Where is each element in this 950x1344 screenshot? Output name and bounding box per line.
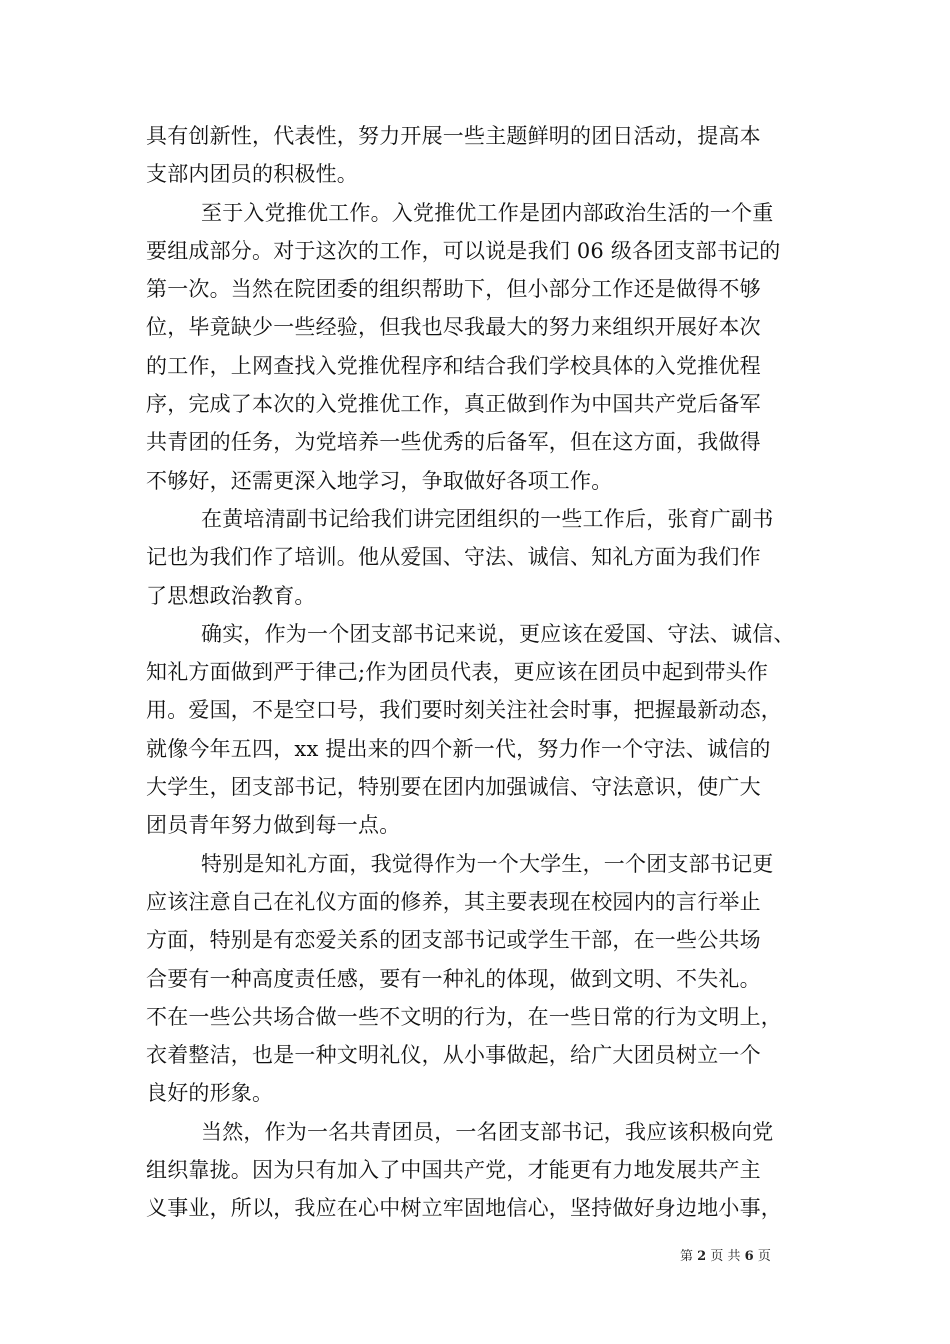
paragraph-start-line: 确实，作为一个团支部书记来说，更应该在爱国、守法、诚信、 — [201, 621, 795, 646]
text-line: 应该注意自己在礼仪方面的修养，其主要表现在校园内的言行举止 — [146, 889, 761, 914]
text-line: 合要有一种高度责任感，要有一种礼的体现，做到文明、不失礼。 — [146, 966, 761, 991]
text-line: 支部内团员的积极性。 — [146, 162, 358, 187]
total-page-count: 6 — [744, 1249, 754, 1264]
text-line: 序，完成了本次的入党推优工作，真正做到作为中国共产党后备军 — [146, 392, 761, 417]
text-line: 方面，特别是有恋爱关系的团支部书记或学生干部，在一些公共场 — [146, 928, 761, 953]
text-line: 的工作，上网查找入党推优程序和结合我们学校具体的入党推优程 — [146, 353, 761, 378]
text-line: 不在一些公共场合做一些不文明的行为，在一些日常的行为文明上， — [146, 1004, 782, 1029]
text-line: 用。爱国，不是空口号，我们要时刻关注社会时事，把握最新动态， — [146, 698, 782, 723]
paragraph-start-line: 至于入党推优工作。入党推优工作是团内部政治生活的一个重 — [201, 200, 774, 225]
footer-suffix: 页 — [757, 1249, 771, 1264]
text-line: 具有创新性，代表性，努力开展一些主题鲜明的团日活动，提高本 — [146, 124, 761, 148]
footer-prefix: 第 — [680, 1249, 694, 1264]
text-line: 第一次。当然在院团委的组织帮助下，但小部分工作还是做得不够 — [146, 277, 761, 302]
paragraph-start-line: 在黄培清副书记给我们讲完团组织的一些工作后，张育广副书 — [201, 506, 774, 531]
text-line: 不够好，还需更深入地学习，争取做好各项工作。 — [146, 468, 613, 493]
paragraph-start-line: 当然，作为一名共青团员，一名团支部书记，我应该积极向党 — [201, 1119, 774, 1144]
text-line: 记也为我们作了培训。他从爱国、守法、诚信、知礼方面为我们作 — [146, 545, 761, 570]
text-line: 衣着整洁，也是一种文明礼仪，从小事做起，给广大团员树立一个 — [146, 1043, 761, 1068]
text-line: 了思想政治教育。 — [146, 583, 316, 608]
text-line: 就像今年五四，xx 提出来的四个新一代，努力作一个守法、诚信的 — [146, 736, 771, 761]
text-line: 团员青年努力做到每一点。 — [146, 813, 401, 838]
text-line: 共青团的任务，为党培养一些优秀的后备军，但在这方面，我做得 — [146, 430, 761, 455]
text-line: 位，毕竟缺少一些经验，但我也尽我最大的努力来组织开展好本次 — [146, 315, 761, 340]
text-line: 大学生，团支部书记，特别要在团内加强诚信、守法意识，使广大 — [146, 775, 761, 800]
document-body — [146, 117, 826, 1228]
page-number-footer — [680, 1248, 830, 1266]
text-line: 组织靠拢。因为只有加入了中国共产党，才能更有力地发展共产主 — [146, 1158, 761, 1183]
text-line: 义事业，所以，我应在心中树立牢固地信心，坚持做好身边地小事， — [146, 1196, 782, 1221]
text-line: 知礼方面做到严于律己;作为团员代表，更应该在团员中起到带头作 — [146, 660, 769, 685]
text-line: 要组成部分。对于这次的工作，可以说是我们 06 级各团支部书记的 — [146, 238, 781, 263]
text-line: 良好的形象。 — [146, 1081, 274, 1106]
paragraph-start-line: 特别是知礼方面，我觉得作为一个大学生，一个团支部书记更 — [201, 851, 774, 876]
current-page-number: 2 — [697, 1249, 707, 1264]
footer-middle: 页 共 — [710, 1249, 741, 1264]
